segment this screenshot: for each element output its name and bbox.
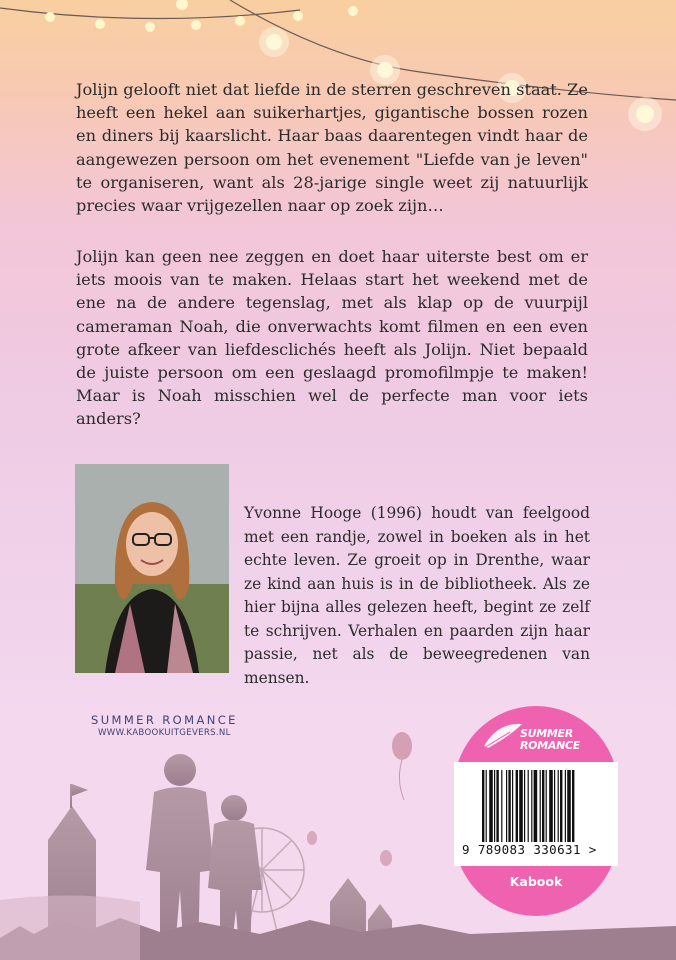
blurb-paragraph-2: Jolijn kan geen nee zeggen en doet haar uiterste best om er iets moois van te maken. Helaas start het weekend met de ene na de andere tegenslag, met als klap op de vuurpijl cameraman Noah, die onverwachts komt filmen en een even grote afkeer van liefdesclichés heeft als Jolijn. Niet bepaald de juiste persoon om een geslaagd promofilmpje te maken! Maar is Noah misschien wel de perfecte man voor iets anders?	[76, 247, 588, 429]
isbn-number: 9 789083 330631 >	[462, 842, 597, 857]
author-bio: Yvonne Hooge (1996) houdt van feelgood met een randje, zowel in boeken als in het echte leven. Ze groeit op in Drenthe, waar ze kind aan huis is in de bibliotheek. Als ze hier bijna alles gelezen heeft, begint ze zelf te schrijven. Verhalen en paarden zijn haar passie, net als de beweegredenen van mensen.	[244, 504, 590, 687]
publisher-website[interactable]: WWW.KABOOKUITGEVERS.NL	[98, 728, 231, 738]
badge-title-line-2: ROMANCE	[520, 739, 580, 752]
publisher-logo: Kabook	[509, 874, 563, 889]
balloon	[307, 732, 412, 866]
series-badge	[454, 706, 618, 916]
blurb-paragraph-1: Jolijn gelooft niet dat liefde in de sterren geschreven staat. Ze heeft een hekel aan suikerhartjes, gigantische bossen rozen en diners bij kaarslicht. Haar baas daarentegen vindt haar de aangewezen persoon om het evenement "Liefde van je leven" te organiseren, want als 28-jarige single weet zij natuurlijk precies waar vrijgezellen naar op zoek zijn…	[76, 80, 588, 216]
author-photo	[75, 464, 229, 673]
series-name: SUMMER ROMANCE	[91, 713, 238, 727]
barcode-area	[454, 762, 618, 866]
barcode	[482, 770, 602, 842]
badge-title-line-1: SUMMER	[520, 727, 573, 740]
